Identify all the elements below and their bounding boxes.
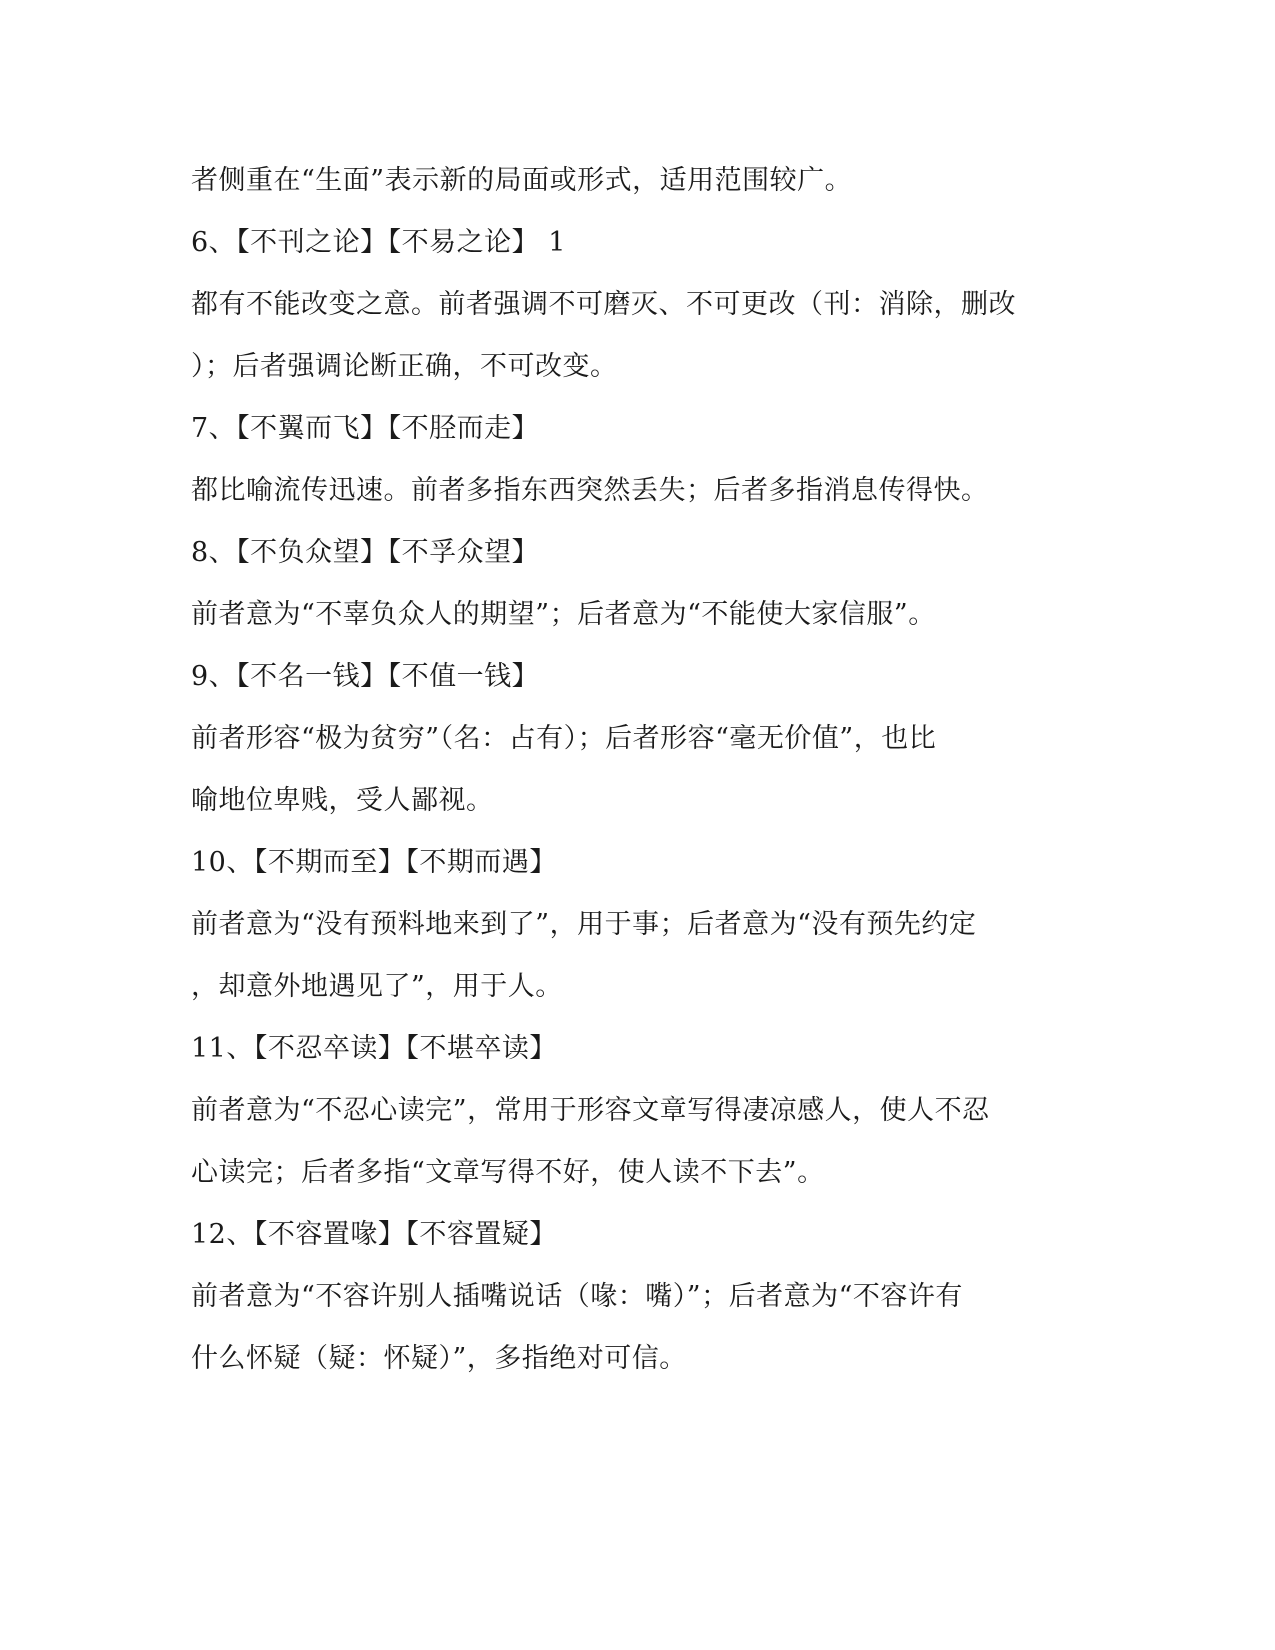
paragraph-line: 前者意为“不辜负众人的期望”；后者意为“不能使大家信服”。 [191,599,936,630]
entry-heading: 11、【不忍卒读】【不堪卒读】 [191,1033,557,1064]
paragraph-line: ）；后者强调论断正确，不可改变。 [191,351,618,382]
entry-heading: 8、【不负众望】【不孚众望】 [191,537,540,568]
paragraph-line: 什么怀疑（疑：怀疑）”，多指绝对可信。 [191,1343,687,1374]
paragraph-line: 前者意为“不容许别人插嘴说话（喙：嘴）”；后者意为“不容许有 [191,1281,963,1312]
paragraph-line: ，却意外地遇见了”，用于人。 [191,971,563,1002]
entry-heading: 9、【不名一钱】【不值一钱】 [191,661,540,692]
entry-heading: 10、【不期而至】【不期而遇】 [191,847,557,878]
paragraph-line: 都比喻流传迅速。前者多指东西突然丢失；后者多指消息传得快。 [191,475,989,506]
paragraph-line: 喻地位卑贱，受人鄙视。 [191,785,494,816]
paragraph-line: 都有不能改变之意。前者强调不可磨灭、不可更改（刊：消除，删改 [191,289,1016,320]
entry-heading: 7、【不翼而飞】【不胫而走】 [191,413,540,444]
entry-heading: 6、【不刊之论】【不易之论】 1 [191,227,566,258]
entry-heading: 12、【不容置喙】【不容置疑】 [191,1219,557,1250]
paragraph-line: 前者意为“不忍心读完”，常用于形容文章写得凄凉感人，使人不忍 [191,1095,990,1126]
paragraph-line: 者侧重在“生面”表示新的局面或形式，适用范围较广。 [191,165,853,196]
paragraph-line: 前者形容“极为贫穷”（名：占有）；后者形容“毫无价值”，也比 [191,723,937,754]
paragraph-line: 前者意为“没有预料地来到了”，用于事；后者意为“没有预先约定 [191,909,977,940]
paragraph-line: 心读完；后者多指“文章写得不好，使人读不下去”。 [191,1157,825,1188]
